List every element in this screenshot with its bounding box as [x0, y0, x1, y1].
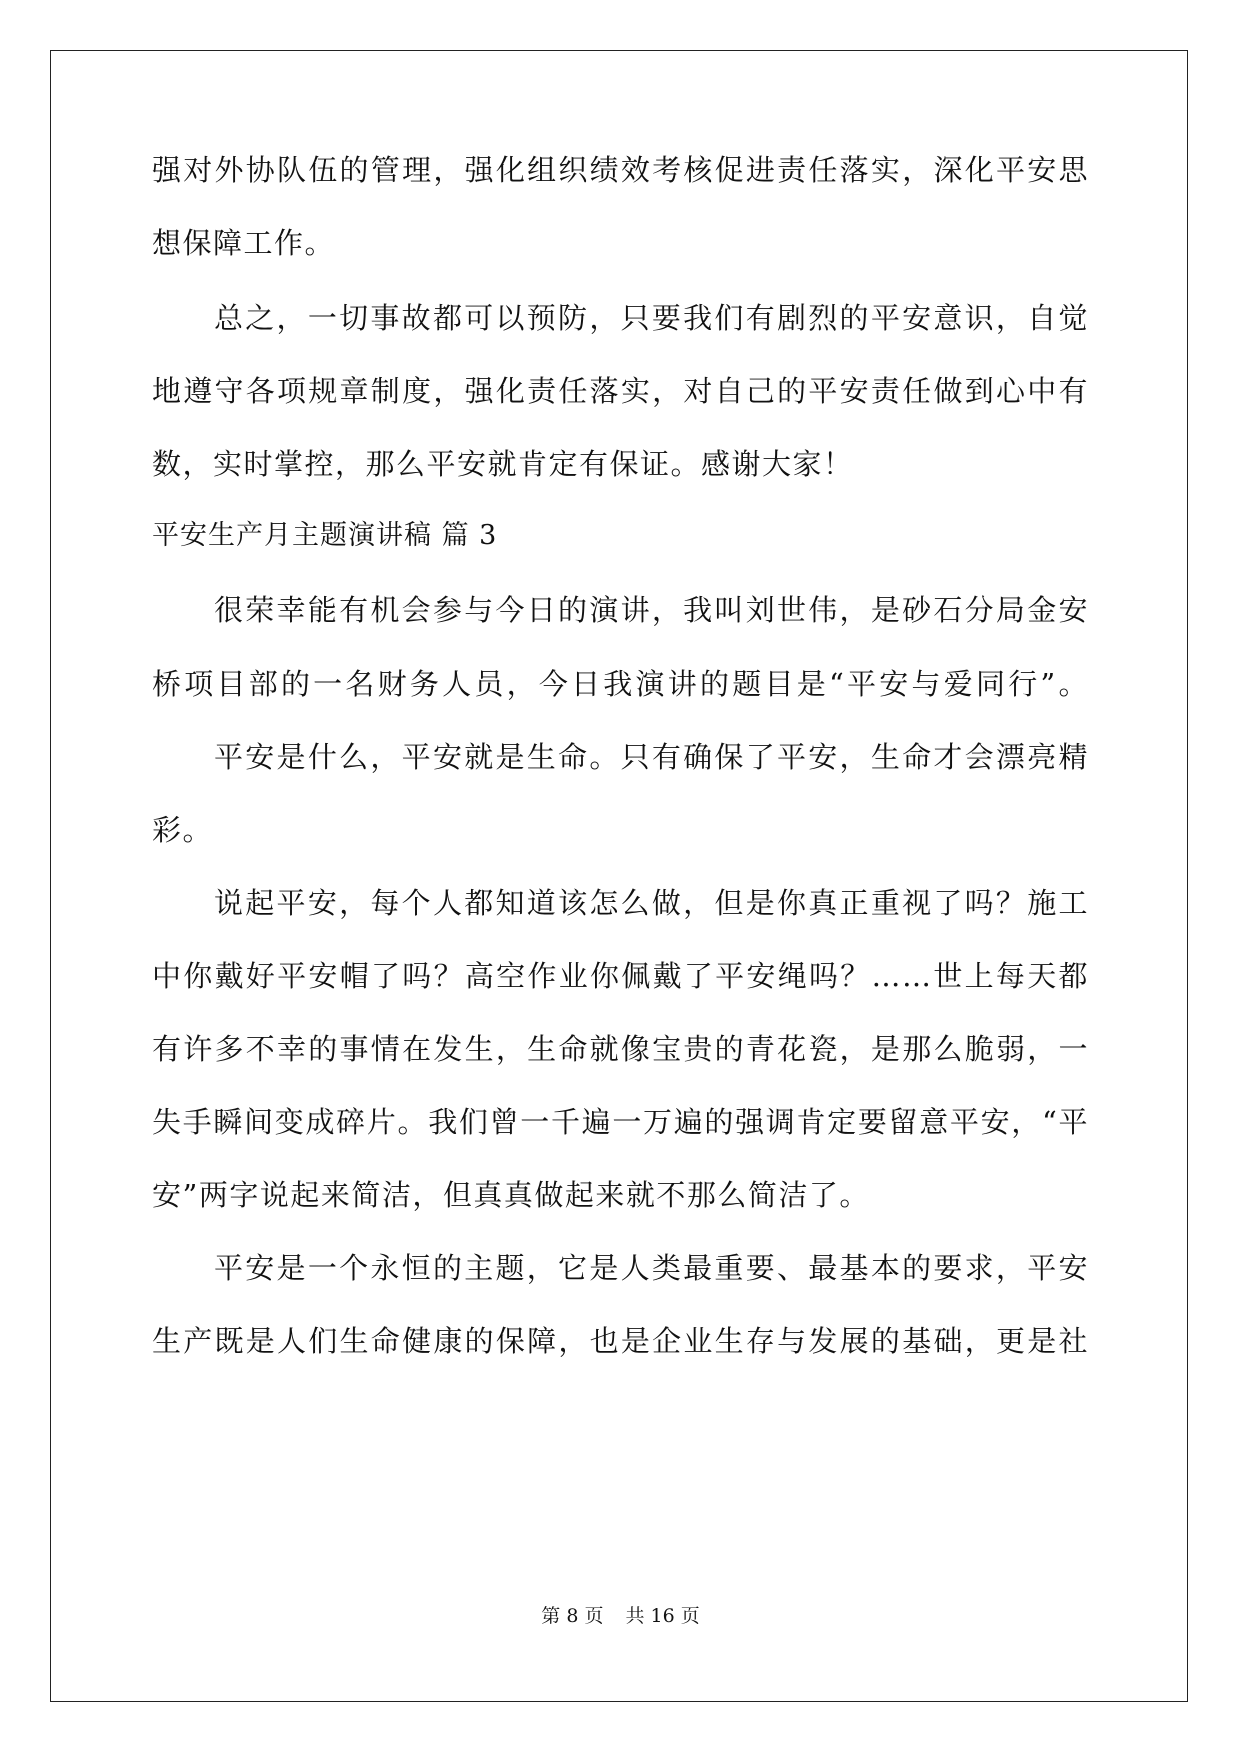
text-line: 说起平安，每个人都知道该怎么做，但是你真正重视了吗？施工 [214, 886, 1089, 920]
text-line: 地遵守各项规章制度，强化责任落实，对自己的平安责任做到心中有 [152, 374, 1089, 408]
text-line: 彩。 [152, 813, 214, 847]
text-line: 安”两字说起来简洁，但真真做起来就不那么简洁了。 [152, 1178, 870, 1212]
text-line: 生产既是人们生命健康的保障，也是企业生存与发展的基础，更是社 [152, 1324, 1089, 1358]
page-footer [0, 1603, 1241, 1629]
text-line: 有许多不幸的事情在发生，生命就像宝贵的青花瓷，是那么脆弱，一 [152, 1032, 1089, 1066]
text-line: 中你戴好平安帽了吗？高空作业你佩戴了平安绳吗？……世上每天都 [152, 959, 1089, 993]
total-pages: 共 16 页 [625, 1605, 700, 1627]
text-line: 平安是一个永恒的主题，它是人类最重要、最基本的要求，平安 [214, 1251, 1089, 1285]
text-line: 数，实时掌控，那么平安就肯定有保证。感谢大家！ [152, 447, 854, 481]
section-heading: 平安生产月主题演讲稿 篇 3 [152, 520, 498, 551]
page-number: 第 8 页 [541, 1605, 604, 1627]
text-line: 平安是什么，平安就是生命。只有确保了平安，生命才会漂亮精 [214, 740, 1089, 774]
text-line: 桥项目部的一名财务人员，今日我演讲的题目是“平安与爱同行”。 [152, 667, 1089, 701]
text-line: 失手瞬间变成碎片。我们曾一千遍一万遍的强调肯定要留意平安，“平 [152, 1105, 1089, 1139]
text-line: 强对外协队伍的管理，强化组织绩效考核促进责任落实，深化平安思 [152, 153, 1089, 187]
text-line: 很荣幸能有机会参与今日的演讲，我叫刘世伟，是砂石分局金安 [214, 593, 1089, 627]
text-line: 想保障工作。 [152, 226, 336, 260]
text-line: 总之，一切事故都可以预防，只要我们有剧烈的平安意识，自觉 [214, 301, 1089, 335]
